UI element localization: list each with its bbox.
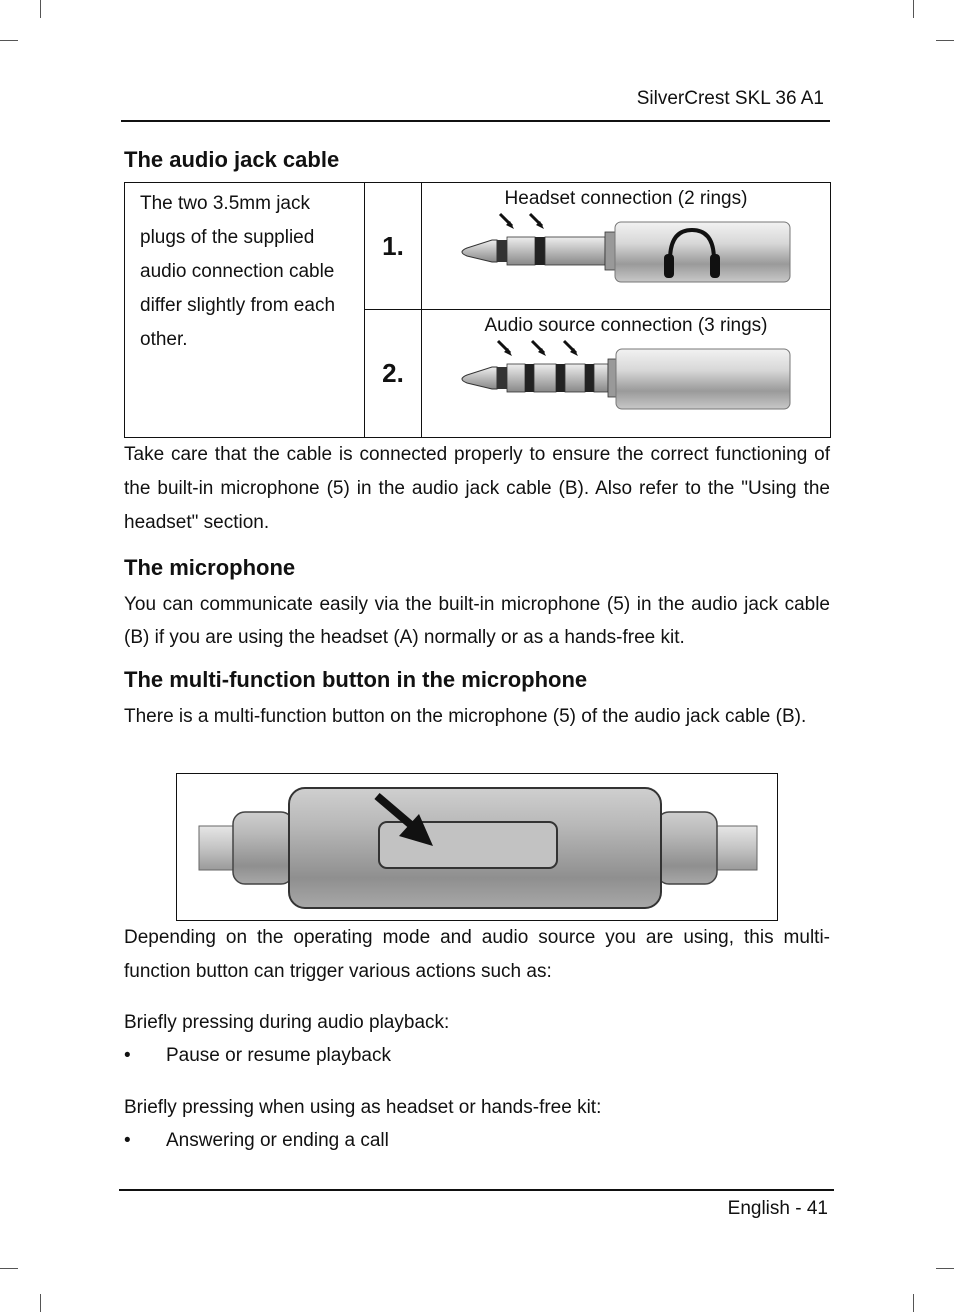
bullet-icon: •: [124, 1130, 131, 1151]
section-title-audio-jack: The audio jack cable: [124, 147, 340, 172]
audio-source-plug-image: [422, 337, 830, 431]
jack-cell-audio-source: [422, 310, 831, 438]
crop-mark: [40, 1294, 41, 1312]
section-title-microphone: The microphone: [124, 555, 296, 580]
headset-plug-image: [422, 210, 830, 304]
playback-bullet: Pause or resume playback: [166, 1045, 391, 1066]
jack-intro: The two 3.5mm jack plugs of the supplied audio connection cable differ slightly from each other.: [125, 183, 365, 438]
header-rule: [121, 120, 830, 122]
caption-headset: Headset connection (2 rings): [504, 188, 748, 209]
crop-mark: [0, 1268, 18, 1269]
row-number: 2.: [365, 310, 422, 438]
section-title-button: The multi-function button in the microphone: [124, 667, 588, 692]
microphone-image: [176, 773, 778, 921]
crop-mark: [913, 1294, 914, 1312]
jack-cell-headset: [422, 183, 831, 310]
crop-mark: [936, 40, 954, 41]
call-bullet: Answering or ending a call: [166, 1130, 389, 1151]
crop-mark: [0, 40, 18, 41]
footer-rule: [119, 1189, 834, 1191]
crop-mark: [936, 1268, 954, 1269]
row-number: 1.: [365, 183, 422, 310]
crop-mark: [913, 0, 914, 18]
running-header: SilverCrest SKL 36 A1: [636, 88, 824, 109]
page-number: English - 41: [727, 1198, 828, 1219]
call-intro: Briefly pressing when using as headset or hands-free kit:: [124, 1097, 602, 1118]
cable-note: Take care that the cable is connected properly to ensure the correct functioning of the built-in microphone (5) in the audio jack cable (B). Also refer to the "Using the headset" section.: [124, 444, 830, 533]
playback-intro: Briefly pressing during audio playback:: [124, 1012, 450, 1033]
button-text: There is a multi-function button on the microphone (5) of the audio jack cable (B).: [124, 706, 807, 727]
caption-audio-source: Audio source connection (3 rings): [484, 315, 768, 336]
bullet-icon: •: [124, 1045, 131, 1066]
microphone-text: You can communicate easily via the built-in microphone (5) in the audio jack cable (B) if you are using the headset (A) normally or as a hands-free kit.: [124, 594, 830, 648]
plug-3-rings-illustration: [422, 337, 822, 431]
jack-table: [124, 182, 831, 438]
plug-2-rings-illustration: [422, 210, 822, 304]
button-actions-intro: Depending on the operating mode and audio source you are using, this multi-function button can trigger various actions such as:: [124, 927, 830, 982]
microphone-illustration: [177, 774, 777, 920]
crop-mark: [40, 0, 41, 18]
